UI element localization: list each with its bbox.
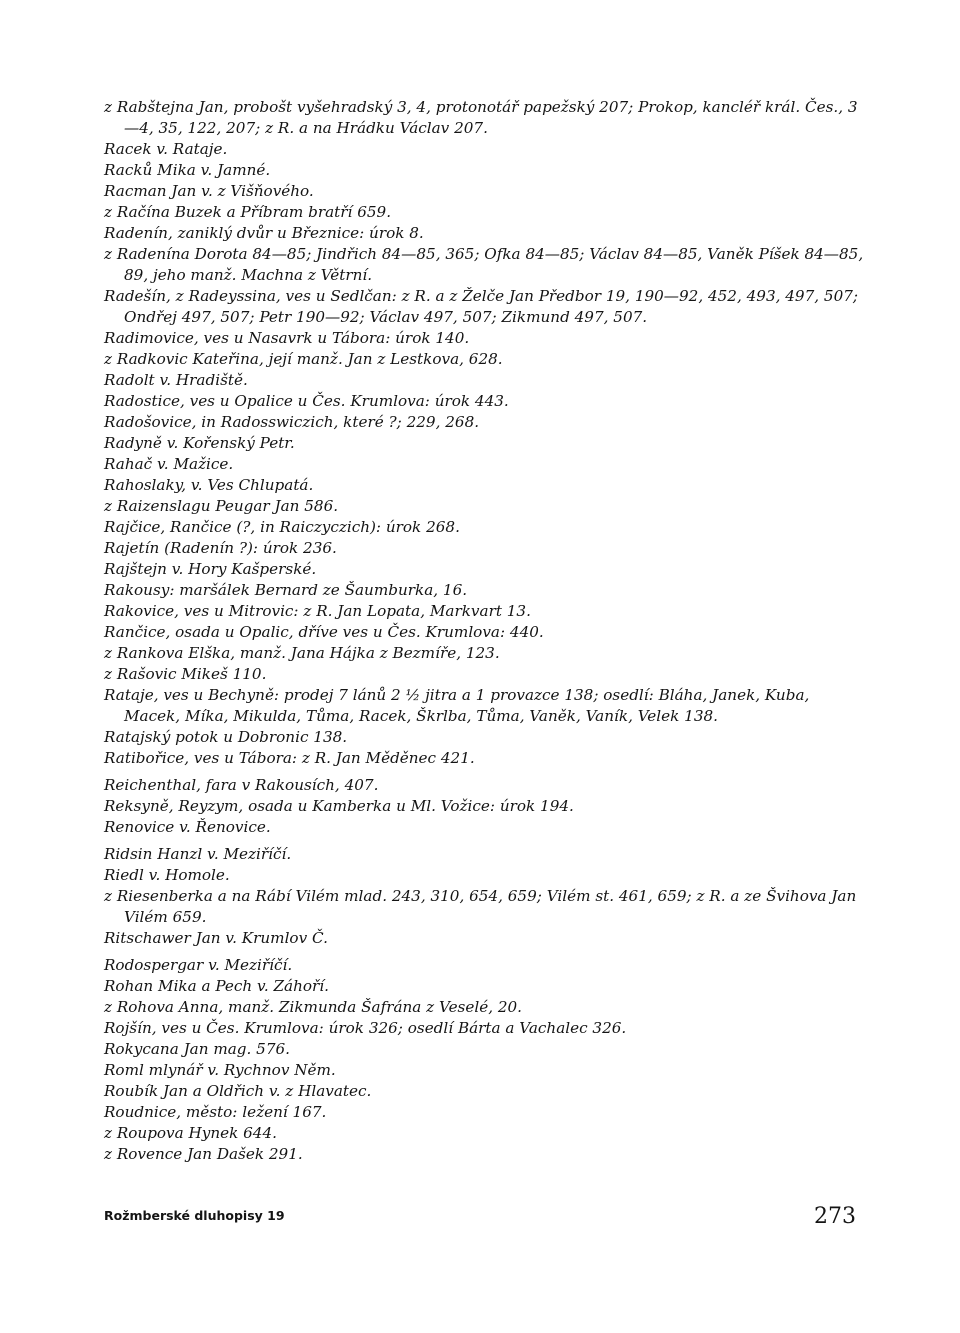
index-entry: Radenín, zaniklý dvůr u Březnice: úrok 8. — [104, 224, 424, 242]
index-entry: z Rovence Jan Dašek 291. — [104, 1145, 303, 1163]
index-entry: Roubík Jan a Oldřich v. z Hlavatec. — [104, 1082, 372, 1100]
index-entries — [104, 97, 864, 1165]
index-entry: Rahoslaky, v. Ves Chlupatá. — [104, 476, 314, 494]
index-entry: Rajčice, Rančice (?, in Raiczyczich): úrok 268. — [104, 518, 460, 536]
index-entry: Rokycana Jan mag. 576. — [104, 1040, 290, 1058]
index-entry: Rohan Mika a Pech v. Záhoří. — [104, 977, 329, 995]
index-entry: z Rankova Elška, manž. Jana Hájka z Bezmíře, 123. — [104, 644, 500, 662]
index-entry: z Rohova Anna, manž. Zikmunda Šafrána z Veselé, 20. — [104, 998, 522, 1016]
index-entry: Racek v. Rataje. — [104, 140, 228, 158]
index-entry: Riedl v. Homole. — [104, 866, 230, 884]
index-entry: Rojšín, ves u Čes. Krumlova: úrok 326; osedlí Bárta a Vachalec 326. — [104, 1019, 627, 1037]
index-entry: z Roupova Hynek 644. — [104, 1124, 277, 1142]
index-entry: Rodospergar v. Meziříčí. — [104, 956, 293, 974]
index-entry: Rahač v. Mažice. — [104, 455, 234, 473]
index-entry: Ritschawer Jan v. Krumlov Č. — [104, 929, 328, 947]
index-entry: Radimovice, ves u Nasavrk u Tábora: úrok 140. — [104, 329, 470, 347]
index-entry: Reichenthal, fara v Rakousích, 407. — [104, 776, 379, 794]
index-entry: Radyně v. Kořenský Petr. — [104, 434, 295, 452]
index-entry: Rančice, osada u Opalic, dříve ves u Čes. Krumlova: 440. — [104, 623, 544, 641]
index-entry: Ratibořice, ves u Tábora: z R. Jan Měděnec 421. — [104, 749, 475, 767]
index-entry: Radostice, ves u Opalice u Čes. Krumlova: úrok 443. — [104, 392, 509, 410]
index-entry: Reksyně, Reyzym, osada u Kamberka u Ml. Vožice: úrok 194. — [104, 797, 574, 815]
index-entry: Radešín, z Radeyssina, ves u Sedlčan: z R. a z Želče Jan Předbor 19, 190—92, 452, 493, 497, 507; Ondřej 497, 507; Petr 190—92; Václav 497, 507; Zikmund 497, 507. — [104, 287, 859, 326]
index-entry: Rajštejn v. Hory Kašperské. — [104, 560, 317, 578]
index-entry: Roml mlynář v. Rychnov Něm. — [104, 1061, 336, 1079]
index-entry: Renovice v. Řenovice. — [104, 818, 271, 836]
index-entry: z Raizenslagu Peugar Jan 586. — [104, 497, 339, 515]
footer-title: Rožmberské dluhopisy 19 — [104, 1208, 285, 1223]
index-entry: z Radkovic Kateřina, její manž. Jan z Lestkova, 628. — [104, 350, 503, 368]
index-entry: Rataje, ves u Bechyně: prodej 7 lánů 2 ½ jitra a 1 provazce 138; osedlí: Bláha, Janek, Kuba, Macek, Míka, Mikulda, Tůma, Racek, Škrlba, Tůma, Vaněk, Vaník, Velek 138. — [104, 686, 810, 725]
index-entry: Radolt v. Hradiště. — [104, 371, 248, 389]
index-entry: z Riesenberka a na Rábí Vilém mlad. 243, 310, 654, 659; Vilém st. 461, 659; z R. a ze Švihova Jan Vilém 659. — [104, 887, 857, 926]
index-entry: Rakousy: maršálek Bernard ze Šaumburka, 16. — [104, 581, 468, 599]
index-entry: Racman Jan v. z Višňového. — [104, 182, 314, 200]
index-entry: Radošovice, in Radosswiczich, které ?; 229, 268. — [104, 413, 480, 431]
index-entry: Rakovice, ves u Mitrovic: z R. Jan Lopata, Markvart 13. — [104, 602, 531, 620]
index-entry: z Rabštejna Jan, probošt vyšehradský 3, 4, protonotář papežský 207; Prokop, kancléř král. Čes., 3—4, 35, 122, 207; z R. a na Hrádku Václav 207. — [104, 98, 858, 137]
index-entry: Roudnice, město: ležení 167. — [104, 1103, 327, 1121]
index-entry: z Rašovic Mikeš 110. — [104, 665, 267, 683]
index-entry: Ratajský potok u Dobronic 138. — [104, 728, 348, 746]
page-number: 273 — [814, 1204, 856, 1229]
index-entry: Racků Mika v. Jamné. — [104, 161, 271, 179]
index-entry: z Račína Buzek a Příbram bratří 659. — [104, 203, 392, 221]
index-entry: Rajetín (Radenín ?): úrok 236. — [104, 539, 337, 557]
index-entry: z Radenína Dorota 84—85; Jindřich 84—85, 365; Ofka 84—85; Václav 84—85, Vaněk Píšek 84—85, 89, jeho manž. Machna z Větrní. — [104, 245, 864, 284]
index-entry: Ridsin Hanzl v. Meziříčí. — [104, 845, 292, 863]
